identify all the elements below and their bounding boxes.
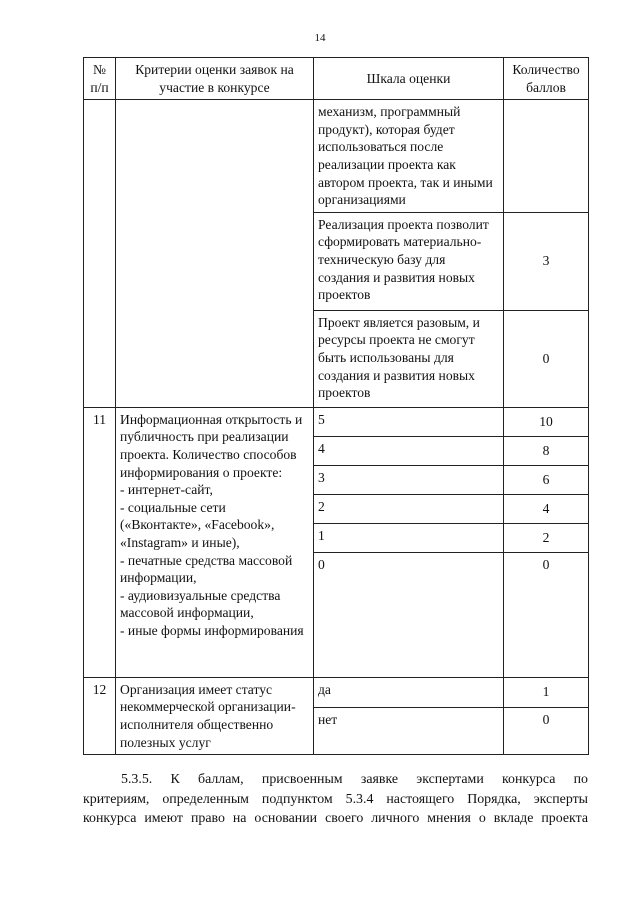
continuation-criteria-cell [116,100,314,408]
paragraph-line: конкурса имеют право на основании своего личного мнения о вкладе проекта [83,811,588,826]
page-number: 14 [314,32,326,44]
body-paragraph [83,770,588,829]
paragraph-line: критериям, определенным подпунктом 5.3.4 настоящего Порядка, эксперты [83,791,588,807]
scale-cell: 5 [314,407,504,436]
criteria-cell: Организация имеет статус некоммерческой организации-исполнителя общественно полезных услуг [116,677,314,754]
criteria-table [83,57,589,755]
points-cell: 6 [504,465,589,494]
points-cell: 0 [504,310,589,407]
scale-cell: 3 [314,465,504,494]
continuation-num-cell [84,100,116,408]
paragraph-line: 5.3.5. К баллам, присвоенным заявке экспертами конкурса по [121,772,588,787]
points-cell: 0 [504,552,589,677]
table-header-row [84,58,589,100]
row-number: 11 [84,407,116,677]
points-cell: 3 [504,212,589,310]
row-number: 12 [84,677,116,754]
points-cell: 0 [504,707,589,754]
points-cell: 4 [504,494,589,523]
points-cell: 10 [504,407,589,436]
points-cell: 1 [504,677,589,707]
points-cell: 8 [504,436,589,465]
header-points: Количество баллов [504,58,589,100]
scale-cell: нет [314,707,504,754]
scale-cell: Реализация проекта позволит сформировать материально-техническую базу для создания и развития новых проектов [314,212,504,310]
scale-cell: 1 [314,523,504,552]
scale-cell: Проект является разовым, и ресурсы проекта не смогут быть использованы для создания и развития новых проектов [314,310,504,407]
header-scale: Шкала оценки [314,58,504,100]
table-row [84,100,589,213]
header-criteria: Критерии оценки заявок на участие в конкурсе [116,58,314,100]
header-num: № п/п [84,58,116,100]
points-cell: 2 [504,523,589,552]
table-row [84,407,589,436]
scale-cell: механизм, программный продукт), которая будет использоваться после реализации проекта как автором проекта, так и иными организациями [314,100,504,213]
scale-cell: 0 [314,552,504,677]
scale-cell: 4 [314,436,504,465]
scale-cell: да [314,677,504,707]
criteria-cell: Информационная открытость и публичность при реализации проекта. Количество способов информирования о проекте: - интернет-сайт, - социальные сети («Вконтакте», «Facebook», «Instagram» и иные), - печатные средства массовой информации, - аудиовизуальные средства массовой информации, - иные формы информирования [116,407,314,677]
table-row [84,677,589,707]
scale-cell: 2 [314,494,504,523]
points-cell [504,100,589,213]
